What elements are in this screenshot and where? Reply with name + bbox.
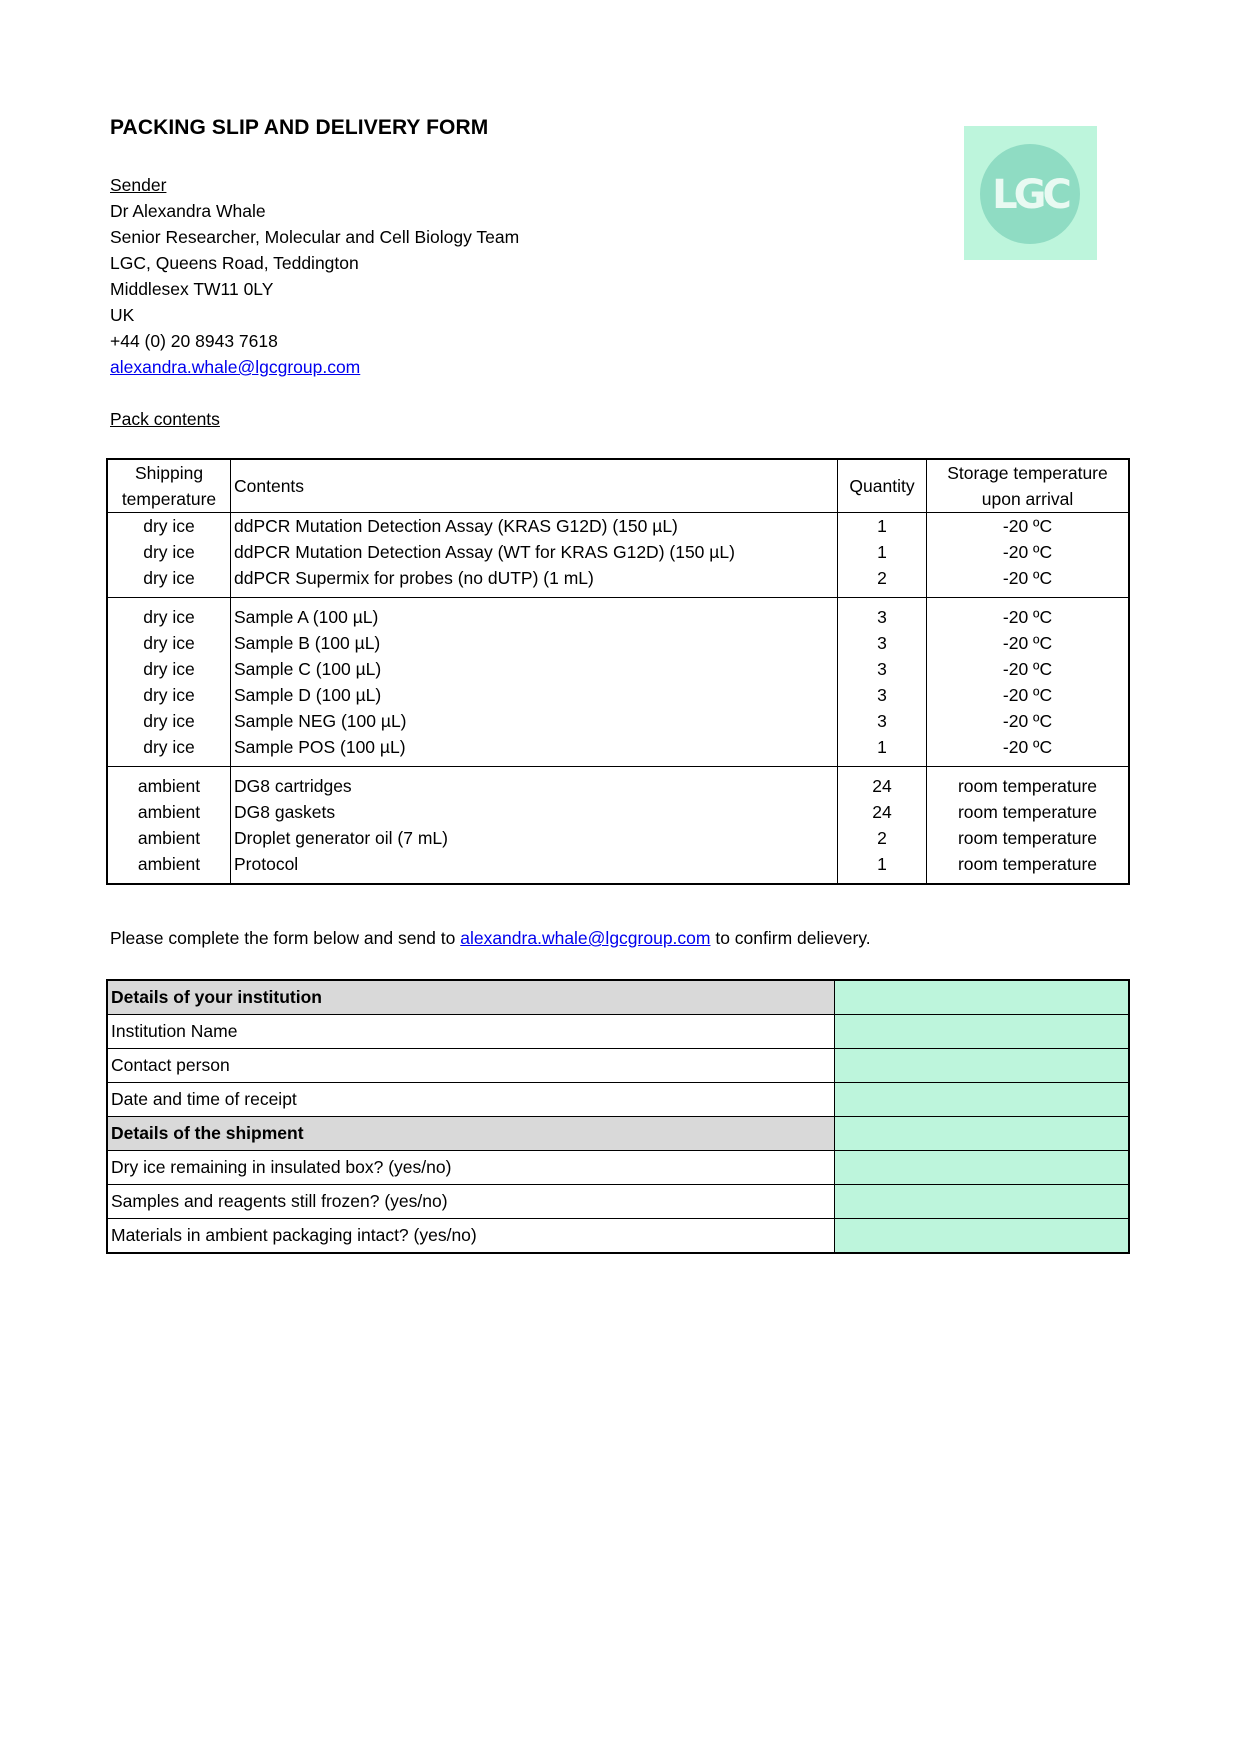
cell-contents: ddPCR Supermix for probes (no dUTP) (1 mL) <box>231 565 838 591</box>
cell-storage-temperature: -20 ºC <box>1002 515 1053 536</box>
table-row <box>107 851 1129 877</box>
table-row <box>107 565 1129 591</box>
cell-quantity: 3 <box>838 656 927 682</box>
cell-shipping-temperature: dry ice <box>107 565 231 591</box>
table-row <box>107 825 1129 851</box>
cell-storage-temperature: -20 ºC <box>1002 684 1053 705</box>
cell-contents: Sample D (100 µL) <box>231 682 838 708</box>
form-row <box>107 1219 1129 1254</box>
cell-shipping-temperature: dry ice <box>107 604 231 630</box>
sender-address-line2: Middlesex TW11 0LY <box>110 279 274 299</box>
instruction-email-link[interactable]: alexandra.whale@lgcgroup.com <box>460 928 711 948</box>
cell-storage-temperature: room temperature <box>957 827 1098 848</box>
table-row <box>107 734 1129 760</box>
cell-contents: DG8 cartridges <box>231 773 838 799</box>
cell-shipping-temperature: dry ice <box>107 656 231 682</box>
logo-text: LGC <box>992 172 1068 218</box>
form-row <box>107 1049 1129 1083</box>
form-section-row <box>107 980 1129 1015</box>
cell-storage-temperature: room temperature <box>957 853 1098 874</box>
instruction-after: to confirm delievery. <box>710 928 871 948</box>
form-row <box>107 1015 1129 1049</box>
form-field-label: Institution Name <box>107 1015 835 1049</box>
sender-country: UK <box>110 305 135 325</box>
cell-quantity: 1 <box>838 734 927 760</box>
cell-contents: Sample NEG (100 µL) <box>231 708 838 734</box>
cell-quantity: 2 <box>838 565 927 591</box>
cell-storage-temperature: -20 ºC <box>1002 710 1053 731</box>
instruction-before: Please complete the form below and send to <box>110 928 461 948</box>
cell-shipping-temperature: dry ice <box>107 539 231 565</box>
cell-quantity: 1 <box>838 851 927 877</box>
pack-contents-table <box>106 458 1130 885</box>
form-section-row <box>107 1117 1129 1151</box>
table-row <box>107 630 1129 656</box>
form-field-label: Dry ice remaining in insulated box? (yes/no) <box>107 1151 835 1185</box>
cell-contents: Sample A (100 µL) <box>231 604 838 630</box>
cell-shipping-temperature: dry ice <box>107 630 231 656</box>
cell-shipping-temperature: dry ice <box>107 682 231 708</box>
logo-circle <box>980 144 1080 244</box>
cell-contents: Sample B (100 µL) <box>231 630 838 656</box>
cell-quantity: 24 <box>838 799 927 825</box>
form-field-input[interactable] <box>835 1151 1130 1185</box>
cell-shipping-temperature: dry ice <box>107 513 231 540</box>
form-field-label: Contact person <box>107 1049 835 1083</box>
instruction-text <box>110 928 871 949</box>
form-section-label: Details of your institution <box>107 980 835 1015</box>
cell-contents: ddPCR Mutation Detection Assay (KRAS G12D) (150 µL) <box>231 513 838 540</box>
cell-storage-temperature: -20 ºC <box>1002 606 1053 627</box>
form-field-input[interactable] <box>835 1185 1130 1219</box>
pack-contents-label: Pack contents <box>110 409 220 429</box>
cell-contents: Droplet generator oil (7 mL) <box>231 825 838 851</box>
lgc-logo <box>964 126 1097 260</box>
cell-contents: Protocol <box>231 851 838 877</box>
cell-quantity: 3 <box>838 708 927 734</box>
table-row <box>107 682 1129 708</box>
cell-contents: Sample POS (100 µL) <box>231 734 838 760</box>
form-field-input[interactable] <box>835 1049 1130 1083</box>
table-row <box>107 773 1129 799</box>
form-row <box>107 1185 1129 1219</box>
cell-shipping-temperature: ambient <box>107 799 231 825</box>
sender-position: Senior Researcher, Molecular and Cell Biology Team <box>110 227 520 247</box>
cell-quantity: 2 <box>838 825 927 851</box>
form-field-input[interactable] <box>835 1015 1130 1049</box>
cell-shipping-temperature: ambient <box>107 773 231 799</box>
cell-storage-temperature: -20 ºC <box>1002 658 1053 679</box>
cell-shipping-temperature: ambient <box>107 825 231 851</box>
sender-phone: +44 (0) 20 8943 7618 <box>110 331 278 351</box>
cell-storage-temperature: room temperature <box>957 775 1098 796</box>
table-row <box>107 539 1129 565</box>
cell-shipping-temperature: dry ice <box>107 734 231 760</box>
header-storage-temperature: Storage temperature upon arrival <box>927 459 1130 513</box>
delivery-form-table <box>106 979 1130 1254</box>
cell-quantity: 1 <box>838 539 927 565</box>
sender-name: Dr Alexandra Whale <box>110 201 266 221</box>
cell-quantity: 3 <box>838 630 927 656</box>
page-title: PACKING SLIP AND DELIVERY FORM <box>110 116 489 139</box>
sender-email-link[interactable]: alexandra.whale@lgcgroup.com <box>110 357 361 377</box>
cell-storage-temperature: -20 ºC <box>1002 541 1053 562</box>
header-quantity: Quantity <box>838 459 927 513</box>
cell-contents: Sample C (100 µL) <box>231 656 838 682</box>
sender-block <box>110 172 519 380</box>
table-row <box>107 799 1129 825</box>
table-header-row <box>107 459 1129 513</box>
sender-heading: Sender <box>110 175 167 195</box>
form-row <box>107 1083 1129 1117</box>
form-field-input[interactable] <box>835 1219 1130 1254</box>
form-field-label: Samples and reagents still frozen? (yes/no) <box>107 1185 835 1219</box>
cell-quantity: 3 <box>838 682 927 708</box>
header-contents: Contents <box>231 459 838 513</box>
group-spacer <box>107 877 1129 884</box>
cell-storage-temperature: -20 ºC <box>1002 632 1053 653</box>
cell-quantity: 24 <box>838 773 927 799</box>
cell-shipping-temperature: dry ice <box>107 708 231 734</box>
table-row <box>107 708 1129 734</box>
header-shipping-temperature: Shipping temperature <box>107 459 231 513</box>
form-field-label: Materials in ambient packaging intact? (yes/no) <box>107 1219 835 1254</box>
table-row <box>107 656 1129 682</box>
cell-contents: ddPCR Mutation Detection Assay (WT for KRAS G12D) (150 µL) <box>231 539 838 565</box>
form-field-input[interactable] <box>835 1083 1130 1117</box>
cell-quantity: 3 <box>838 604 927 630</box>
cell-storage-temperature: -20 ºC <box>1002 736 1053 757</box>
cell-contents: DG8 gaskets <box>231 799 838 825</box>
form-section-fill <box>835 980 1130 1015</box>
cell-storage-temperature: room temperature <box>957 801 1098 822</box>
table-row <box>107 604 1129 630</box>
form-section-label: Details of the shipment <box>107 1117 835 1151</box>
cell-storage-temperature: -20 ºC <box>1002 567 1053 588</box>
form-row <box>107 1151 1129 1185</box>
sender-address-line1: LGC, Queens Road, Teddington <box>110 253 359 273</box>
form-section-fill <box>835 1117 1130 1151</box>
cell-quantity: 1 <box>838 513 927 540</box>
table-row <box>107 513 1129 540</box>
cell-shipping-temperature: ambient <box>107 851 231 877</box>
form-field-label: Date and time of receipt <box>107 1083 835 1117</box>
